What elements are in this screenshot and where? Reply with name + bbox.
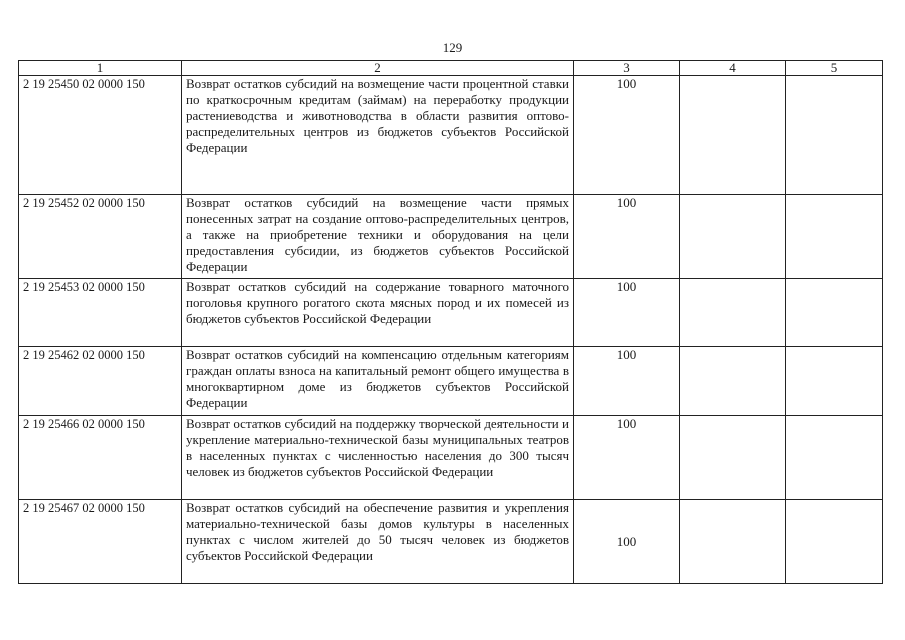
- value-cell-col5: [786, 195, 883, 279]
- budget-code-cell: 2 19 25453 02 0000 150: [19, 279, 182, 347]
- table-header-row: [19, 61, 883, 76]
- column-header-4: 4: [680, 61, 786, 76]
- value-cell-col4: [680, 195, 786, 279]
- value-cell-col3: 100: [574, 347, 680, 416]
- budget-code-table: [18, 60, 883, 584]
- value-cell-col3: 100: [574, 279, 680, 347]
- table-row: [19, 279, 883, 347]
- description-cell: Возврат остатков субсидий на поддержку творческой деятельности и укрепление материально-технической базы муниципальных театров в населенных пунктах с численностью населения до 300 тысяч человек из бюджетов субъектов Российской Федерации: [182, 416, 574, 500]
- value-cell-col3: 100: [574, 416, 680, 500]
- value-cell-col3: 100: [574, 195, 680, 279]
- description-cell: Возврат остатков субсидий на компенсацию отдельным категориям граждан оплаты взноса на капитальный ремонт общего имущества в многоквартирном доме из бюджетов субъектов Российской Федерации: [182, 347, 574, 416]
- table-row: [19, 76, 883, 195]
- table-row: [19, 500, 883, 584]
- value-cell-col4: [680, 347, 786, 416]
- table-row: [19, 195, 883, 279]
- value-cell-col4: [680, 416, 786, 500]
- value-cell-col5: [786, 279, 883, 347]
- table-row: [19, 347, 883, 416]
- value-cell-col4: [680, 76, 786, 195]
- value-cell-col4: [680, 279, 786, 347]
- description-cell: Возврат остатков субсидий на содержание товарного маточного поголовья крупного рогатого скота мясных пород и их помесей из бюджетов субъектов Российской Федерации: [182, 279, 574, 347]
- column-header-5: 5: [786, 61, 883, 76]
- value-cell-col5: [786, 76, 883, 195]
- value-cell-col5: [786, 500, 883, 584]
- value-cell-col3: 100: [574, 76, 680, 195]
- budget-code-cell: 2 19 25452 02 0000 150: [19, 195, 182, 279]
- description-cell: Возврат остатков субсидий на возмещение части процентной ставки по краткосрочным кредитам (займам) на переработку продукции растениеводства и животноводства в области развития оптово-распределительных центров из бюджетов субъектов Российской Федерации: [182, 76, 574, 195]
- table-row: [19, 416, 883, 500]
- value-cell-col5: [786, 416, 883, 500]
- value-cell-col3: 100: [574, 500, 680, 584]
- description-cell: Возврат остатков субсидий на возмещение части прямых понесенных затрат на создание оптово-распределительных центров, а также на приобретение техники и оборудования на цели предоставления субсидии, из бюджетов субъектов Российской Федерации: [182, 195, 574, 279]
- column-header-1: 1: [19, 61, 182, 76]
- budget-code-cell: 2 19 25450 02 0000 150: [19, 76, 182, 195]
- budget-code-cell: 2 19 25466 02 0000 150: [19, 416, 182, 500]
- column-header-3: 3: [574, 61, 680, 76]
- budget-code-cell: 2 19 25467 02 0000 150: [19, 500, 182, 584]
- description-cell: Возврат остатков субсидий на обеспечение развития и укрепления материально-технической базы домов культуры в населенных пунктах с числом жителей до 50 тысяч человек из бюджетов субъектов Российской Федерации: [182, 500, 574, 584]
- budget-code-cell: 2 19 25462 02 0000 150: [19, 347, 182, 416]
- value-cell-col4: [680, 500, 786, 584]
- value-cell-col5: [786, 347, 883, 416]
- page-number: 129: [442, 40, 463, 55]
- column-header-2: 2: [182, 61, 574, 76]
